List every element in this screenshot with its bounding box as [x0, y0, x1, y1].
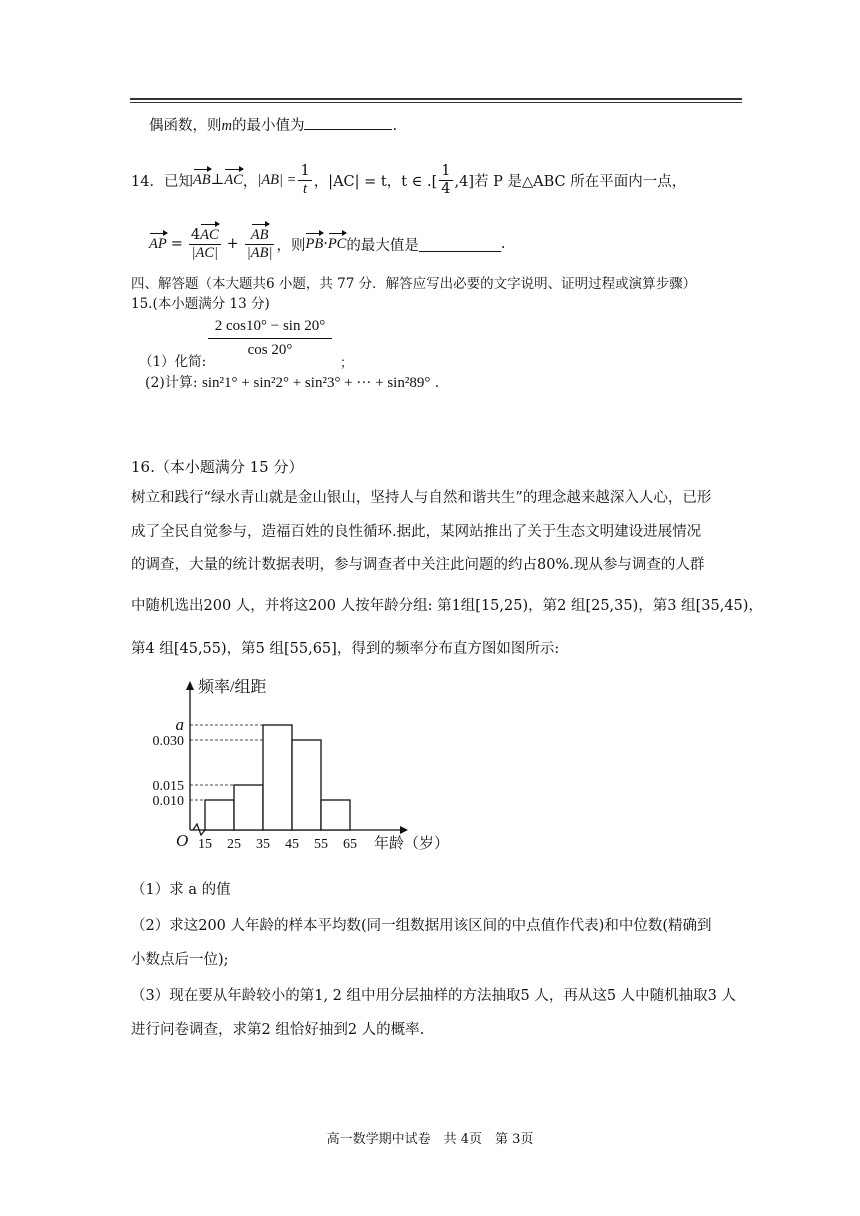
vector-ac: AC	[224, 171, 243, 188]
q13-text-tail: 的最小值为	[231, 118, 305, 134]
q14-number: 14．已知	[131, 173, 193, 190]
frac-num	[189, 227, 221, 245]
q16-heading: 16.（本小题满分 15 分）	[131, 458, 304, 476]
frac-den: t	[303, 180, 308, 197]
page-footer: 高一数学期中试卷 共 4页 第 3页	[326, 1132, 534, 1147]
perp-symbol: ⊥	[210, 172, 225, 188]
q14-line2	[149, 218, 505, 270]
q14-answer-blank[interactable]	[419, 237, 501, 252]
frac-den: |AB|	[246, 244, 273, 261]
vector-ab: AB	[250, 226, 269, 243]
frac-num	[245, 227, 275, 245]
x-tick-label: 15	[198, 837, 212, 852]
q16-sub2-line1: （2）求这200 人年龄的样本平均数(同一组数据用该区间的中点值作代表)和中位数(精确到	[131, 918, 712, 934]
q16-para-line-1: 树立和践行“绿水青山就是金山银山，坚持人与自然和谐共生”的理念越来越深入人心，已形	[131, 490, 712, 506]
q15-part2	[145, 372, 439, 392]
q13-period: .	[392, 118, 398, 134]
frequency-histogram	[130, 670, 460, 865]
q15-part2-expression: sin²1° + sin²2° + sin²3° + ··· + sin²89°	[202, 375, 431, 391]
fraction-4ac-over-abs-ac	[189, 227, 221, 261]
section-4-heading: 四、解答题（本大题共6 小题，共 77 分．解答应写出必要的文字说明、证明过程或演算步骤）	[131, 276, 697, 292]
q14-line1	[131, 160, 686, 200]
y-tick-label: 0.015	[152, 779, 184, 794]
vector-ab: AB	[192, 171, 211, 188]
y-tick-label: 0.010	[152, 794, 184, 809]
histogram-bar	[263, 725, 292, 830]
vector-ac: AC	[200, 226, 219, 243]
frac-den: |AC|	[191, 244, 219, 261]
q13-answer-blank[interactable]	[304, 115, 392, 130]
q14-period: .	[500, 236, 506, 252]
frac-num: 1	[441, 162, 451, 179]
comma: ，	[242, 173, 258, 190]
q16-sub3-line1: （3）现在要从年龄较小的第1, 2 组中用分层抽样的方法抽取5 人，再从这5 人中随机抽取3 人	[131, 988, 737, 1004]
q15-part1-end: ；	[340, 356, 354, 371]
q14-ask: ，则	[276, 237, 306, 254]
histogram-bar	[321, 800, 350, 830]
q16-para-line-4: 中随机选出200 人，并将这200 人按年龄分组: 第1组[15,25)，第2 组[25,35)，第3 组[35,45)，	[131, 598, 763, 614]
vector-pb: PB	[305, 235, 324, 252]
header-rule-thick	[130, 98, 742, 100]
x-axis-arrow	[400, 826, 408, 834]
q15-part1-fraction	[208, 318, 332, 359]
fraction-one-over-t	[298, 163, 311, 197]
frac-num: 1	[300, 162, 310, 179]
q16-para-line-3: 的调查，大量的统计数据表明，参与调查者中关注此问题的约占80%.现从参与调查的人群	[131, 557, 705, 573]
y-axis-arrow	[186, 681, 194, 690]
vector-ap: AP	[149, 235, 167, 252]
q15-part1-denominator: cos 20°	[247, 342, 293, 358]
dot: ·	[323, 236, 328, 252]
q13-var: m	[221, 118, 232, 134]
frac-den: 4	[441, 180, 451, 197]
y-tick-label: a	[175, 715, 184, 734]
q13-text: 偶函数，则	[149, 118, 222, 134]
histogram-bar	[234, 785, 263, 830]
q16-para-line-5: 第4 组[45,55)，第5 组[55,65]，得到的频率分布直方图如图所示:	[131, 641, 560, 657]
x-tick-label: 65	[343, 837, 357, 852]
y-tick-label: 0.030	[152, 734, 184, 749]
q13-tail-line	[149, 114, 397, 135]
q14-cond2: ，|AC| = t，t ∈ .[	[313, 173, 438, 190]
q16-para-line-2: 成了全民自觉参与，造福百姓的良性循环.据此，某网站推出了关于生态文明建设进展情况	[131, 524, 702, 540]
q15-part1-numerator: 2 cos10° − sin 20°	[208, 318, 332, 339]
q15-part2-label: (2)计算:	[145, 375, 198, 391]
fraction-ab-over-abs-ab	[245, 227, 275, 261]
histogram-bar	[292, 740, 321, 830]
plus: +	[226, 236, 239, 252]
four: 4	[190, 226, 201, 243]
abs-ab-eq: |AB| =	[257, 171, 297, 188]
x-tick-label: 35	[256, 837, 270, 852]
header-rule-thin	[130, 102, 742, 103]
q16-sub2-line2: 小数点后一位);	[131, 952, 229, 968]
x-axis-label: 年龄（岁）	[374, 836, 450, 852]
y-axis-label: 频率/组距	[198, 679, 267, 696]
q14-cond3: ,4]若 P 是△ABC 所在平面内一点，	[454, 173, 687, 190]
x-tick-label: 55	[314, 837, 328, 852]
equals: =	[170, 236, 183, 252]
q15-part2-end: .	[434, 375, 440, 391]
histogram-bar	[205, 800, 234, 830]
origin-label: O	[176, 831, 189, 850]
q15-part1-label: （1）化简:	[139, 354, 207, 370]
fraction-one-quarter	[439, 163, 452, 197]
q16-sub1: （1）求 a 的值	[131, 882, 231, 898]
x-tick-label: 45	[285, 837, 299, 852]
x-tick-label: 25	[227, 837, 241, 852]
q14-ask2: 的最大值是	[346, 237, 419, 254]
q15-heading: 15.(本小题满分 13 分)	[131, 296, 270, 312]
vector-pc: PC	[327, 235, 347, 252]
q16-sub3-line2: 进行问卷调查，求第2 组恰好抽到2 人的概率.	[131, 1022, 425, 1038]
